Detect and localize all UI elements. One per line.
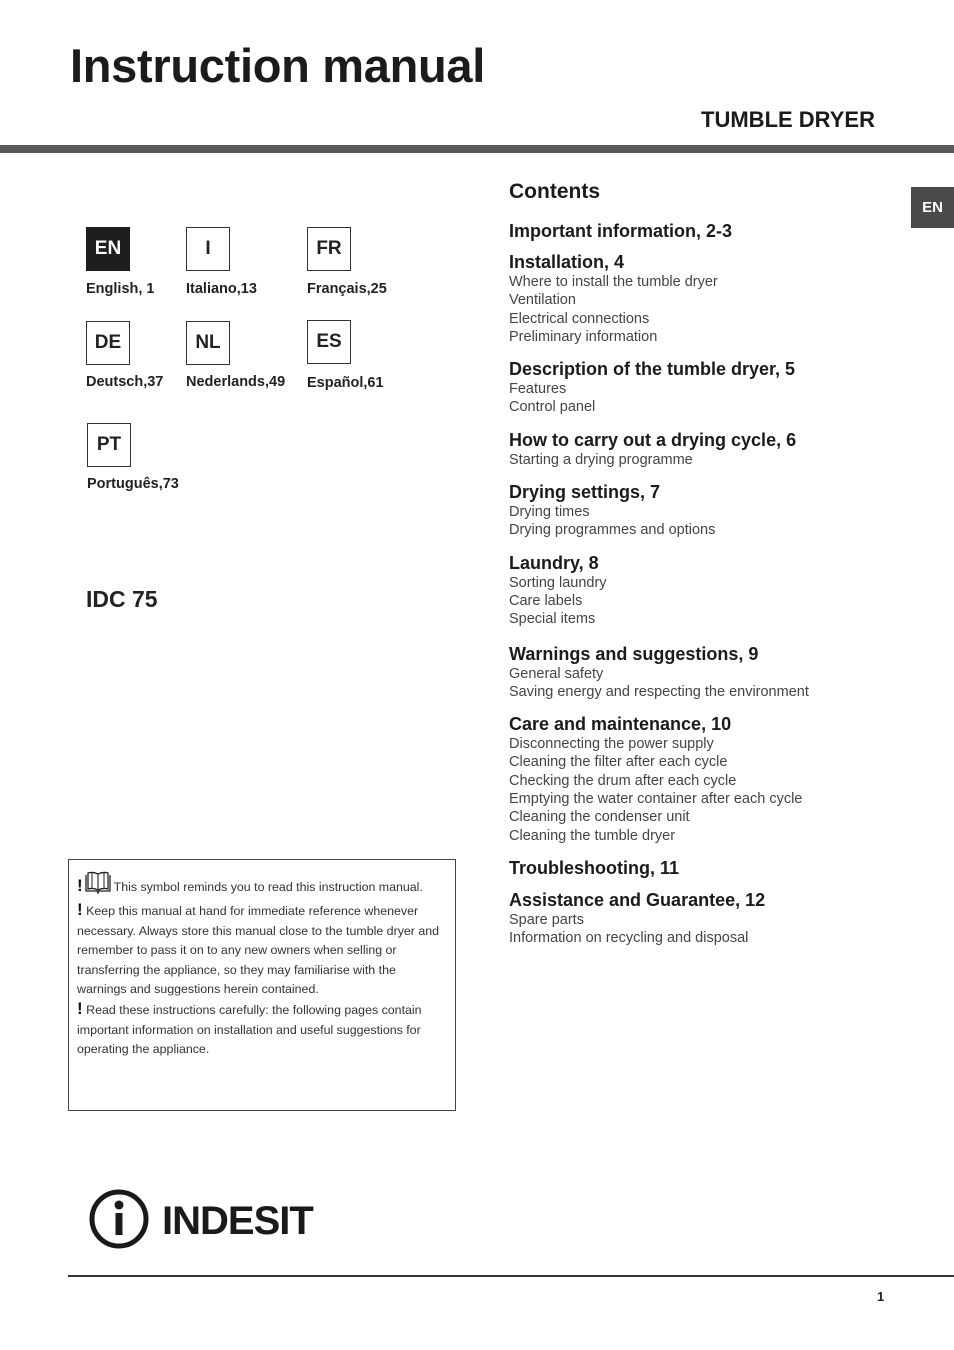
toc-section-title[interactable]: How to carry out a drying cycle, 6 bbox=[509, 429, 797, 450]
exclamation-icon: ! bbox=[77, 999, 83, 1019]
toc-section-title[interactable]: Laundry, 8 bbox=[509, 552, 599, 573]
toc-subitem[interactable]: Preliminary information bbox=[509, 328, 658, 345]
language-code-box: PT bbox=[87, 423, 131, 467]
indesit-logo bbox=[88, 1188, 328, 1250]
notice-text: This symbol reminds you to read this instruction manual. bbox=[113, 880, 423, 894]
exclamation-icon: ! bbox=[77, 900, 83, 920]
toc-section bbox=[509, 358, 929, 417]
language-code-box: DE bbox=[86, 321, 130, 365]
language-label: Deutsch,37 bbox=[86, 374, 164, 390]
toc-subitem[interactable]: Checking the drum after each cycle bbox=[509, 772, 737, 789]
language-item-de[interactable] bbox=[86, 321, 130, 365]
toc-subitem[interactable]: Care labels bbox=[509, 592, 583, 609]
language-label: Français,25 bbox=[307, 281, 387, 297]
toc-section bbox=[509, 643, 929, 702]
toc-section-title[interactable]: Important information, 2-3 bbox=[509, 221, 733, 241]
toc-subitem[interactable]: Where to install the tumble dryer bbox=[509, 274, 718, 290]
toc-subitem[interactable]: Ventilation bbox=[509, 292, 576, 309]
toc-section-title[interactable]: Description of the tumble dryer, 5 bbox=[509, 359, 796, 380]
toc-section-title[interactable]: Warnings and suggestions, 9 bbox=[509, 643, 759, 664]
toc-section bbox=[509, 857, 929, 879]
toc-section bbox=[509, 713, 929, 845]
notice-paragraph bbox=[77, 900, 445, 999]
toc-subitem[interactable]: Emptying the water container after each cycle bbox=[509, 791, 803, 808]
header-divider bbox=[0, 145, 954, 153]
toc-section-title[interactable]: Installation, 4 bbox=[509, 252, 625, 272]
language-item-it[interactable] bbox=[186, 227, 230, 271]
language-side-tab: EN bbox=[911, 187, 954, 228]
language-label: Nederlands,49 bbox=[186, 374, 286, 390]
toc-section bbox=[509, 889, 929, 948]
contents-heading: Contents bbox=[509, 180, 600, 203]
page-number: 1 bbox=[877, 1289, 885, 1304]
toc-section-title[interactable]: Troubleshooting, 11 bbox=[509, 857, 680, 878]
language-code-box: I bbox=[186, 227, 230, 271]
toc-subitem[interactable]: Spare parts bbox=[509, 911, 584, 928]
toc-subitem[interactable]: Starting a drying programme bbox=[509, 451, 693, 468]
language-code-box: NL bbox=[186, 321, 230, 365]
language-code-box: EN bbox=[86, 227, 130, 271]
language-label: Português,73 bbox=[87, 476, 179, 492]
toc-subitem[interactable]: Features bbox=[509, 381, 567, 398]
language-item-fr[interactable] bbox=[307, 227, 351, 271]
toc-subitem[interactable]: Control panel bbox=[509, 399, 596, 416]
toc-section bbox=[509, 481, 929, 540]
language-item-en[interactable] bbox=[86, 227, 130, 271]
toc-section-title[interactable]: Assistance and Guarantee, 12 bbox=[509, 889, 766, 910]
notice-box bbox=[68, 859, 456, 1111]
language-label: Español,61 bbox=[307, 375, 384, 391]
toc-subitem[interactable]: Special items bbox=[509, 611, 596, 628]
language-label: Italiano,13 bbox=[186, 281, 257, 297]
toc-subitem[interactable]: Cleaning the filter after each cycle bbox=[509, 754, 728, 771]
toc-subitem[interactable]: Drying programmes and options bbox=[509, 522, 716, 539]
language-code-box: ES bbox=[307, 320, 351, 364]
toc-subitem[interactable]: Cleaning the condenser unit bbox=[509, 809, 690, 826]
toc-section bbox=[509, 429, 929, 469]
toc-subitem[interactable]: Information on recycling and disposal bbox=[509, 930, 749, 947]
toc-subitem[interactable]: General safety bbox=[509, 665, 604, 682]
toc-section-title[interactable]: Care and maintenance, 10 bbox=[509, 714, 732, 735]
language-item-pt[interactable] bbox=[87, 423, 131, 467]
notice-paragraph bbox=[77, 870, 445, 900]
toc-subitem[interactable]: Electrical connections bbox=[509, 310, 650, 327]
book-icon bbox=[84, 870, 112, 900]
table-of-contents bbox=[509, 220, 929, 948]
toc-section bbox=[509, 552, 929, 629]
toc-subitem[interactable]: Saving energy and respecting the environment bbox=[509, 683, 809, 700]
language-item-nl[interactable] bbox=[186, 321, 230, 365]
exclamation-icon: ! bbox=[77, 876, 83, 895]
toc-section bbox=[509, 220, 929, 242]
notice-paragraph bbox=[77, 999, 445, 1059]
toc-subitem[interactable]: Drying times bbox=[509, 504, 590, 521]
toc-subitem[interactable]: Disconnecting the power supply bbox=[509, 736, 714, 753]
toc-section-title[interactable]: Drying settings, 7 bbox=[509, 482, 661, 503]
toc-subitem[interactable]: Cleaning the tumble dryer bbox=[509, 827, 676, 844]
svg-text:INDESIT: INDESIT bbox=[162, 1199, 313, 1243]
model-number: IDC 75 bbox=[86, 586, 158, 612]
footer-divider bbox=[68, 1275, 954, 1277]
notice-text: Read these instructions carefully: the following pages contain important information on installation and useful suggestions for operating the appliance. bbox=[77, 1003, 422, 1057]
page-title: Instruction manual bbox=[70, 39, 486, 92]
language-item-es[interactable] bbox=[307, 320, 351, 364]
product-type: TUMBLE DRYER bbox=[701, 107, 875, 132]
language-label: English, 1 bbox=[86, 281, 155, 297]
toc-subitem[interactable]: Sorting laundry bbox=[509, 574, 607, 591]
notice-text: Keep this manual at hand for immediate reference whenever necessary. Always store this manual close to the tumble dryer and remember to pass it on to any new owners when selling or transferring the appliance, so they may familiarise with the warnings and suggestions herein contained. bbox=[77, 904, 440, 997]
toc-section bbox=[509, 251, 929, 346]
language-code-box: FR bbox=[307, 227, 351, 271]
